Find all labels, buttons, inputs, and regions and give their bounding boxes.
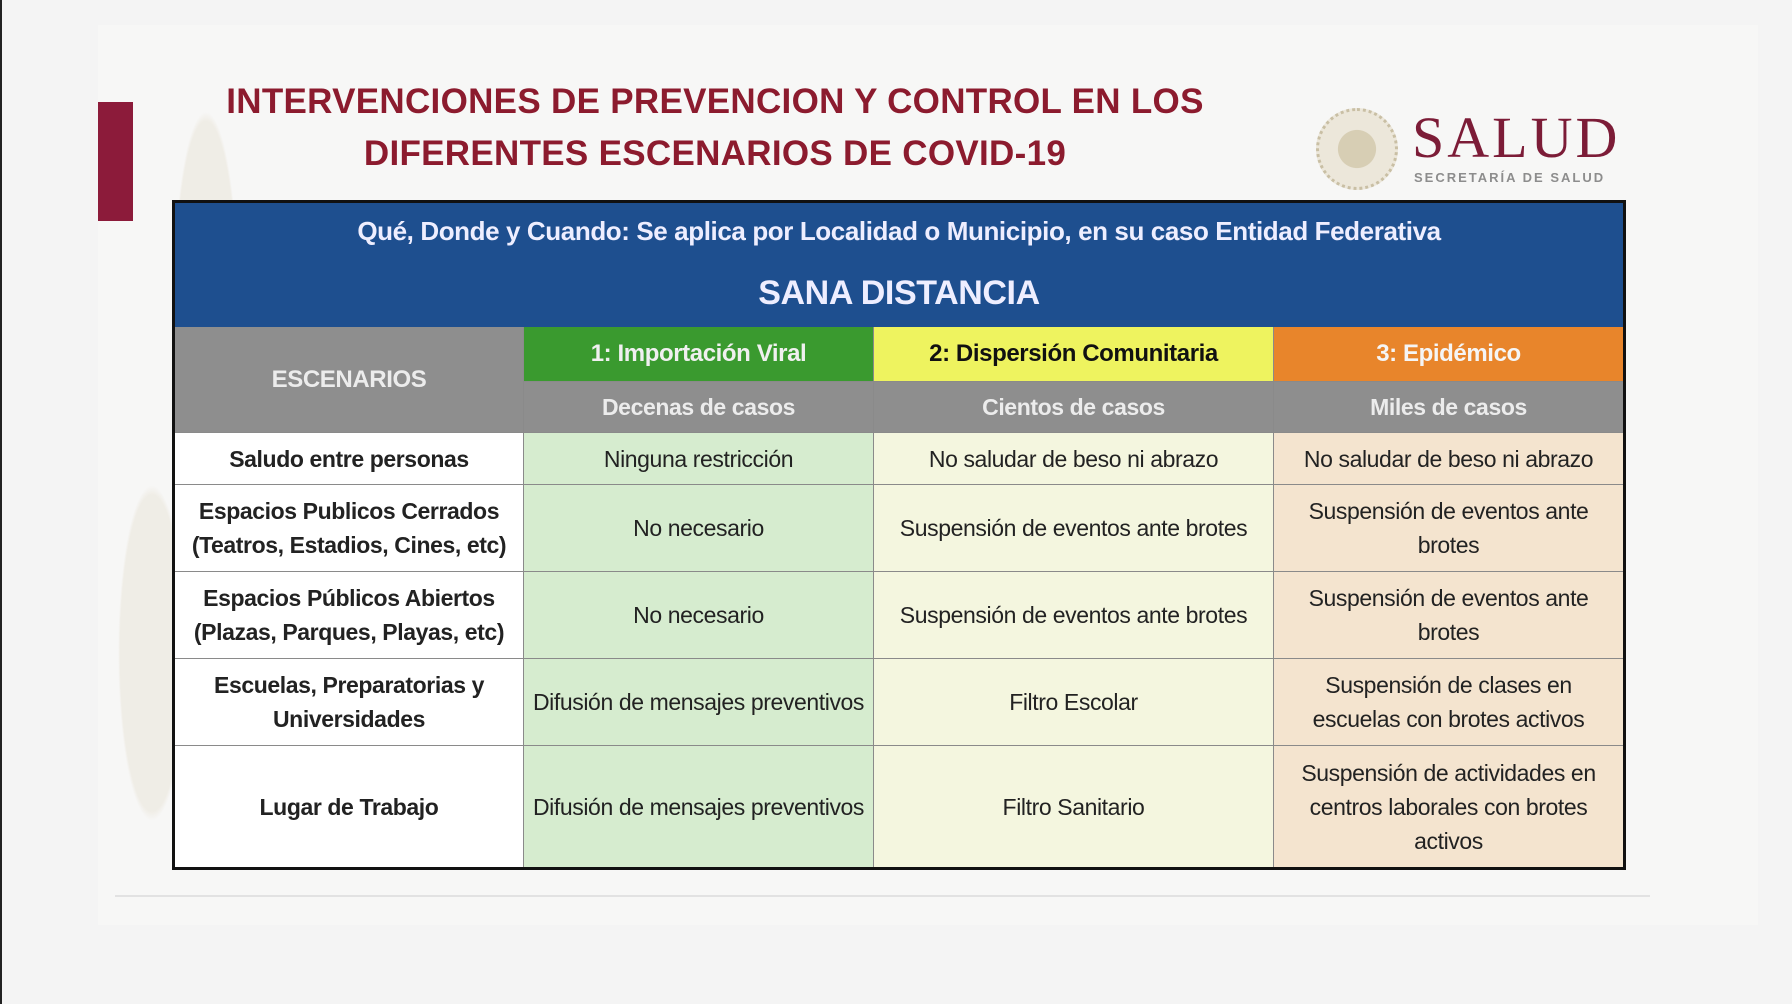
scenarios-header: ESCENARIOS (174, 327, 524, 433)
table-cell: Suspensión de eventos ante brotes (1274, 572, 1625, 659)
table-cell: No saludar de beso ni abrazo (874, 433, 1274, 485)
table-cell: Suspensión de clases en escuelas con brotes activos (1274, 659, 1625, 746)
table-row (174, 433, 1625, 485)
table-cell: Filtro Sanitario (874, 746, 1274, 869)
footer-divider (115, 895, 1650, 897)
national-emblem-icon (1316, 108, 1398, 190)
slide-title (190, 76, 1240, 180)
table-row (174, 572, 1625, 659)
table-cell: Suspensión de actividades en centros laborales con brotes activos (1274, 746, 1625, 869)
table-cell: No necesario (524, 572, 874, 659)
row-label: Lugar de Trabajo (174, 746, 524, 869)
table-cell: No saludar de beso ni abrazo (1274, 433, 1625, 485)
phase-1-sub: Decenas de casos (524, 382, 874, 433)
table-cell: Ninguna restricción (524, 433, 874, 485)
section-title: SANA DISTANCIA (174, 260, 1625, 327)
row-label: Espacios Públicos Abiertos (Plazas, Parques, Playas, etc) (174, 572, 524, 659)
title-line-2: DIFERENTES ESCENARIOS DE COVID-19 (363, 134, 1067, 173)
table-header: Qué, Donde y Cuando: Se aplica por Localidad o Municipio, en su caso Entidad Federativa (174, 202, 1625, 260)
phase-3-sub: Miles de casos (1274, 382, 1625, 433)
phase-3-header: 3: Epidémico (1274, 327, 1625, 382)
window-edge (0, 0, 2, 1004)
logo-name: SALUD (1412, 105, 1621, 170)
table-row (174, 746, 1625, 869)
table-row (174, 659, 1625, 746)
table-cell: Filtro Escolar (874, 659, 1274, 746)
title-line-1: INTERVENCIONES DE PREVENCION Y CONTROL EN LOS (226, 82, 1204, 121)
table-cell: Difusión de mensajes preventivos (524, 659, 874, 746)
row-label: Escuelas, Preparatorias y Universidades (174, 659, 524, 746)
table-cell: Difusión de mensajes preventivos (524, 746, 874, 869)
row-label: Saludo entre personas (174, 433, 524, 485)
row-label: Espacios Publicos Cerrados (Teatros, Estadios, Cines, etc) (174, 485, 524, 572)
phase-2-sub: Cientos de casos (874, 382, 1274, 433)
table-row (174, 485, 1625, 572)
table-cell: Suspensión de eventos ante brotes (874, 485, 1274, 572)
table-cell: Suspensión de eventos ante brotes (874, 572, 1274, 659)
table-cell: Suspensión de eventos ante brotes (1274, 485, 1625, 572)
phase-2-header: 2: Dispersión Comunitaria (874, 327, 1274, 382)
phase-1-header: 1: Importación Viral (524, 327, 874, 382)
logo-subtitle: SECRETARÍA DE SALUD (1414, 170, 1606, 185)
interventions-table (172, 200, 1626, 870)
accent-bar (98, 102, 133, 221)
table-cell: No necesario (524, 485, 874, 572)
